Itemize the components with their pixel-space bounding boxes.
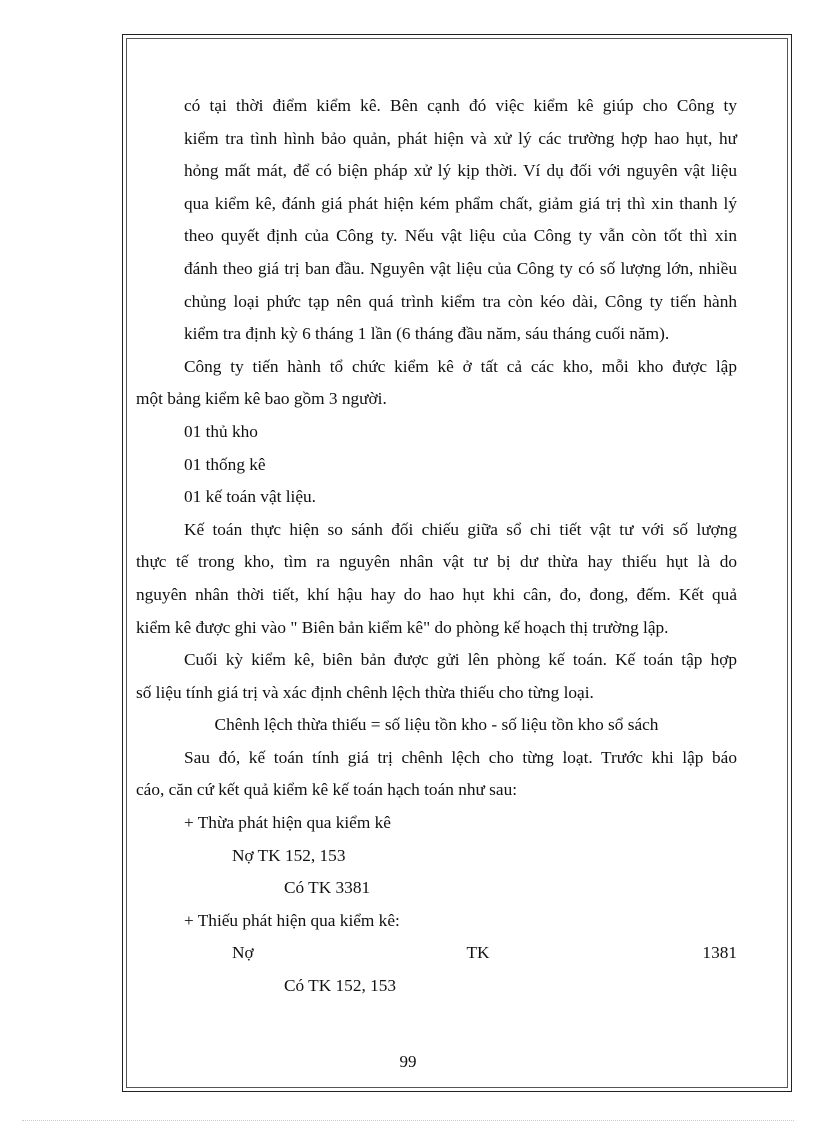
text-line: có tại thời điểm kiểm kê. Bên cạnh đó việc kiểm kê giúp cho Công ty	[184, 96, 737, 115]
text-line: một bảng kiểm kê bao gồm 3 người.	[136, 389, 387, 409]
paragraph-inventory-team	[136, 351, 737, 416]
text-line: Công ty tiến hành tổ chức kiểm kê ở tất cả các kho, mỗi kho được lập	[184, 356, 737, 376]
document-body	[136, 90, 737, 1003]
team-member-statistician: 01 thống kê	[184, 454, 266, 474]
case-surplus-title: + Thừa phát hiện qua kiểm kê	[184, 813, 391, 833]
paragraph-accounting	[136, 742, 737, 807]
formula-difference: Chênh lệch thừa thiếu = số liệu tồn kho - số liệu tồn kho sổ sách	[214, 715, 659, 735]
case-shortage-title: + Thiếu phát hiện qua kiểm kê:	[184, 910, 400, 930]
text-line: đánh theo giá trị ban đầu. Nguyên vật liệu của Công ty có số lượng lớn, nhiều	[184, 258, 737, 278]
paragraph-comparison	[136, 514, 737, 644]
team-member-accountant: 01 kế toán vật liệu.	[184, 487, 316, 507]
team-member-storekeeper: 01 thủ kho	[184, 421, 258, 441]
text-line: qua kiểm kê, đánh giá phát hiện kém phẩm chất, giảm giá trị thì xin thanh lý	[184, 193, 737, 213]
case-surplus-debit: Nợ TK 152, 153	[232, 845, 346, 865]
paragraph-period-end	[136, 644, 737, 709]
text-line: cáo, căn cứ kết quả kiểm kê kế toán hạch toán như sau:	[136, 780, 518, 800]
text-line: kiểm tra tình hình bảo quản, phát hiện và xử lý các trường hợp hao hụt, hư	[184, 128, 737, 148]
text-line: Sau đó, kế toán tính giá trị chênh lệch cho từng loạt. Trước khi lập báo	[184, 747, 737, 767]
account-label: TK	[466, 943, 490, 963]
text-line: theo quyết định của Công ty. Nếu vật liệu của Công ty vẫn còn tốt thì xin	[184, 226, 737, 246]
debit-label: Nợ	[232, 943, 254, 963]
footer-divider	[22, 1120, 794, 1121]
text-line: Cuối kỳ kiểm kê, biên bản được gửi lên phòng kế toán. Kế toán tập hợp	[184, 650, 737, 670]
case-shortage-credit: Có TK 152, 153	[284, 976, 397, 996]
page-number: 99	[399, 1052, 417, 1071]
text-line: kiểm kê được ghi vào " Biên bản kiểm kê" do phòng kế hoạch thị trường lập.	[136, 617, 669, 637]
text-line: hỏng mất mát, để có biện pháp xử lý kịp thời. Ví dụ đối với nguyên vật liệu	[184, 161, 737, 181]
account-number: 1381	[702, 943, 737, 963]
text-line: Kế toán thực hiện so sánh đối chiếu giữa sổ chi tiết vật tư với số lượng	[184, 519, 737, 539]
text-line: nguyên nhân thời tiết, khí hậu hay do hao hụt khi cân, đo, đong, đếm. Kết quả	[136, 584, 737, 604]
case-shortage-debit	[136, 937, 737, 970]
case-surplus-credit: Có TK 3381	[284, 878, 371, 898]
text-line: số liệu tính giá trị và xác định chênh lệch thừa thiếu cho từng loại.	[136, 682, 594, 702]
text-line: thực tế trong kho, tìm ra nguyên nhân vật tư bị dư thừa hay thiếu hụt là do	[136, 552, 737, 572]
text-line: chủng loại phức tạp nên quá trình kiểm tra còn kéo dài, Công ty tiến hành	[184, 291, 737, 311]
paragraph-inventory-purpose	[136, 90, 737, 351]
text-line: kiểm tra định kỳ 6 tháng 1 lần (6 tháng đầu năm, sáu tháng cuối năm).	[184, 324, 670, 344]
